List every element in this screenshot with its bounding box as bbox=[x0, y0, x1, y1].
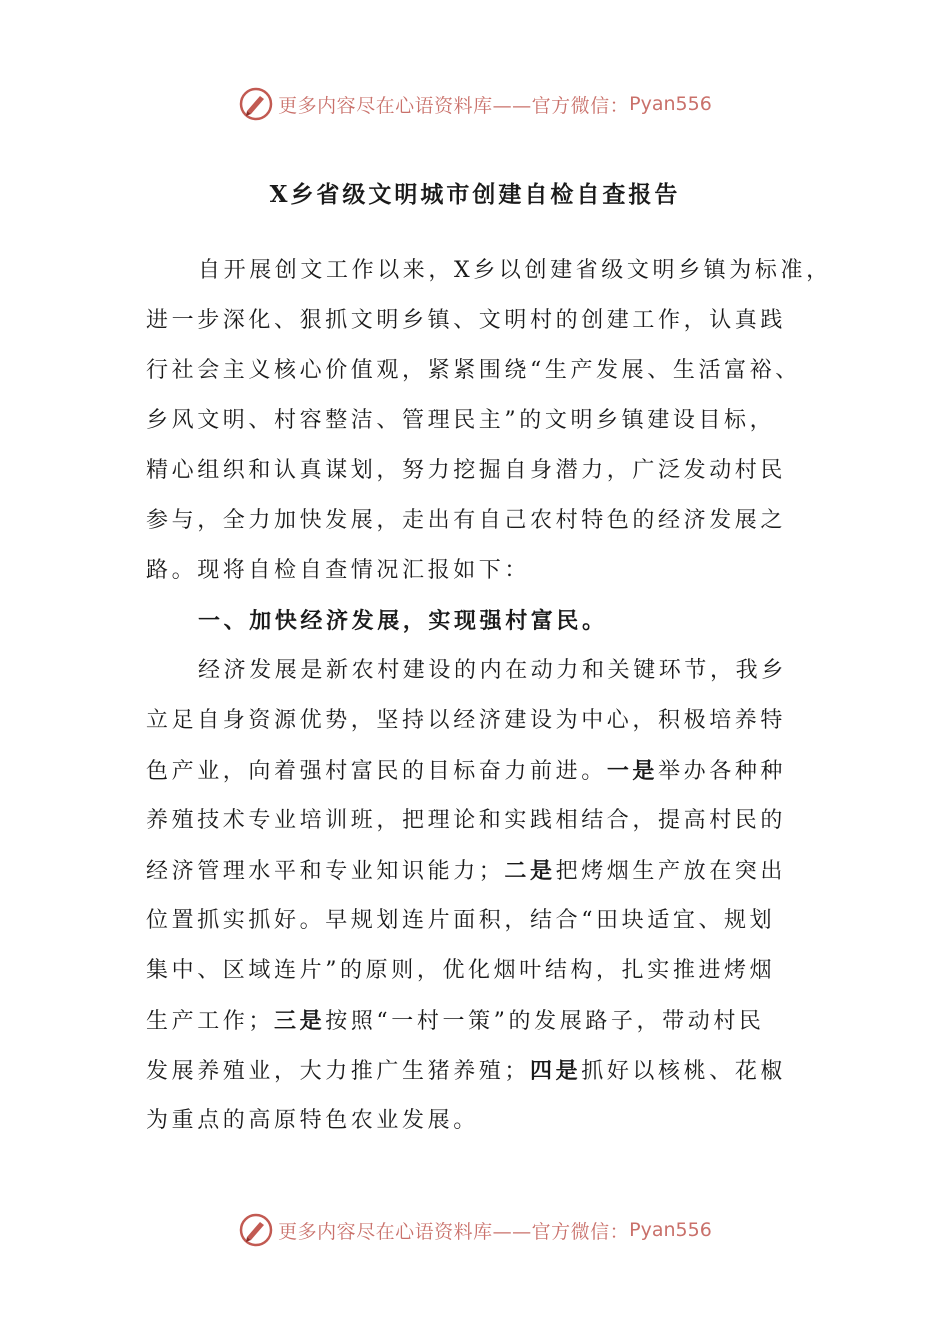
paragraph-line: 经济发展是新农村建设的内在动力和关键环节，我乡 bbox=[198, 658, 787, 683]
paragraph-line: 自开展创文工作以来，X乡以创建省级文明乡镇为标准， bbox=[198, 258, 832, 283]
header-banner bbox=[0, 82, 950, 126]
paragraph-line: 精心组织和认真谋划，努力挖掘自身潜力，广泛发动村民 bbox=[146, 458, 787, 483]
emphasis-label: 二是 bbox=[504, 858, 556, 884]
banner-text: 更多内容尽在心语资料库——官方微信： bbox=[278, 94, 630, 117]
pen-logo-icon bbox=[238, 1212, 274, 1248]
paragraph-line: 经济管理水平和专业知识能力；二是把烤烟生产放在突出 bbox=[146, 858, 787, 884]
paragraph-line: 色产业，向着强村富民的目标奋力前进。一是举办各种种 bbox=[146, 758, 787, 784]
emphasis-label: 四是 bbox=[530, 1058, 582, 1084]
paragraph-line: 路。现将自检自查情况汇报如下： bbox=[146, 558, 531, 583]
banner-wechat-id: Pyan556 bbox=[629, 1219, 712, 1241]
paragraph-line: 养殖技术专业培训班，把理论和实践相结合，提高村民的 bbox=[146, 808, 787, 833]
paragraph-line: 进一步深化、狠抓文明乡镇、文明村的创建工作，认真践 bbox=[146, 308, 787, 333]
paragraph-line: 行社会主义核心价值观，紧紧围绕“生产发展、生活富裕、 bbox=[146, 358, 801, 383]
paragraph-line: 位置抓实抓好。早规划连片面积，结合“田块适宜、规划 bbox=[146, 908, 776, 933]
emphasis-label: 三是 bbox=[274, 1008, 326, 1034]
banner-wechat-id: Pyan556 bbox=[629, 93, 712, 115]
paragraph-line: 乡风文明、村容整洁、管理民主”的文明乡镇建设目标， bbox=[146, 408, 776, 433]
paragraph-line: 为重点的高原特色农业发展。 bbox=[146, 1108, 479, 1133]
banner-text: 更多内容尽在心语资料库——官方微信： bbox=[278, 1220, 630, 1243]
section-heading: 一、加快经济发展，实现强村富民。 bbox=[198, 608, 608, 634]
emphasis-label: 一是 bbox=[606, 758, 659, 784]
paragraph-line: 生产工作；三是按照“一村一策”的发展路子，带动村民 bbox=[146, 1008, 765, 1034]
paragraph-line: 参与，全力加快发展，走出有自己农村特色的经济发展之 bbox=[146, 508, 787, 533]
paragraph-line: 发展养殖业，大力推广生猪养殖；四是抓好以核桃、花椒 bbox=[146, 1058, 787, 1084]
pen-logo-icon bbox=[238, 86, 274, 122]
paragraph-line: 集中、区域连片”的原则，优化烟叶结构，扎实推进烤烟 bbox=[146, 958, 776, 983]
footer-banner bbox=[0, 1208, 950, 1252]
document-title: X乡省级文明城市创建自检自查报告 bbox=[269, 181, 681, 208]
paragraph-line: 立足自身资源优势，坚持以经济建设为中心，积极培养特 bbox=[146, 708, 787, 733]
